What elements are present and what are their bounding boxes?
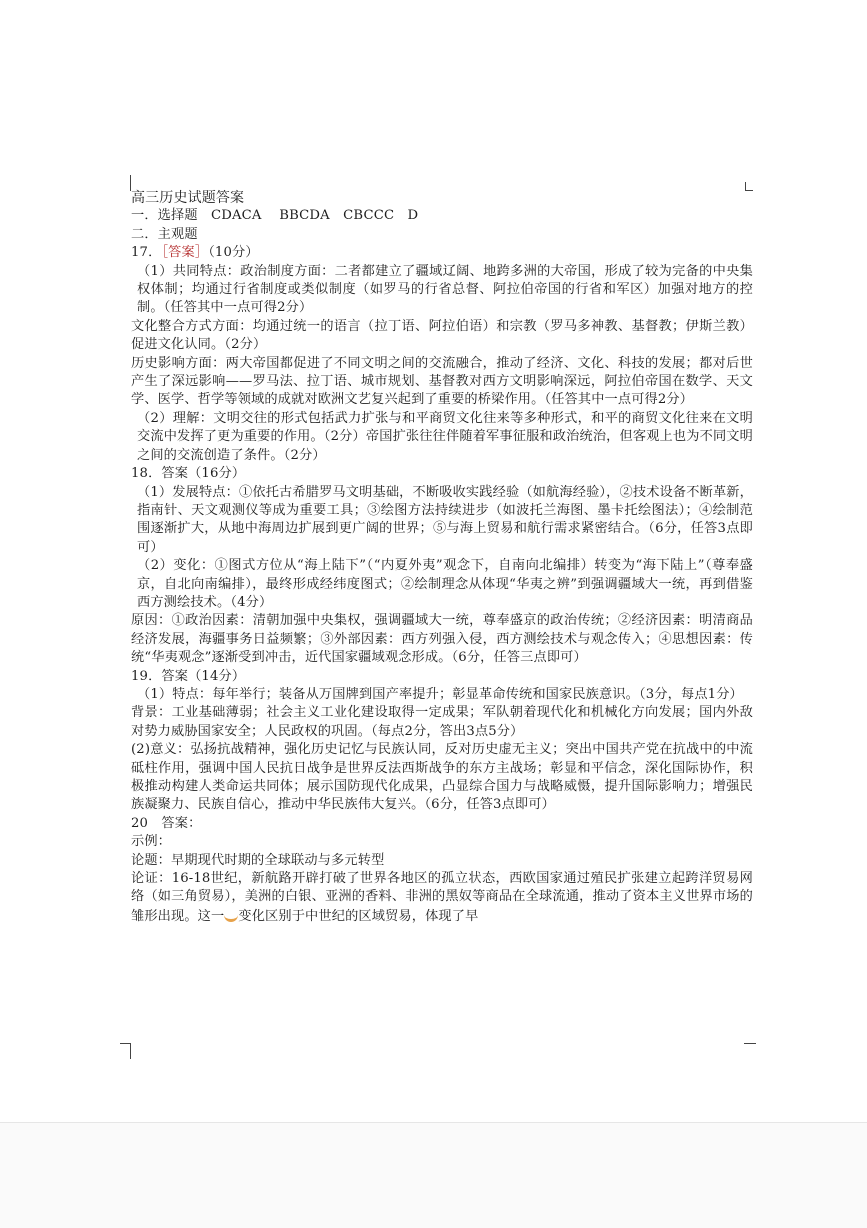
crop-mark-bottom-left-h xyxy=(120,1043,130,1044)
q17-heading xyxy=(131,244,753,262)
q18-reasons-paragraph: 原因：①政治因素：清朝加强中央集权，强调疆域大一统，尊奉盛京的政治传统；②经济因素：明清商品经济发展，海疆事务日益频繁；③外部因素：西方列强入侵，西方测绘技术与观念传入；④思想因素：传统“华夷观念”逐渐受到冲击，近代国家疆域观念形成。（6分，任答三点即可） xyxy=(131,613,753,666)
q19-part1-paragraph: （1）特点：每年举行；装备从万国牌到国产率提升；彰显革命传统和国家民族意识。（3分，每点1分） xyxy=(137,686,743,702)
section-subjective-heading: 二．主观题 xyxy=(131,226,198,242)
crop-mark-bottom-right xyxy=(744,1043,756,1044)
q18-part1-paragraph: （1）发展特点：①依托古希腊罗马文明基础，不断吸收实践经验（如航海经验），②技术设备不断革新，指南针、天文观测仪等成为重要工具；③绘图方法持续进步（如波托兰海图、墨卡托绘图法）；④绘制范围逐渐扩大，从地中海周边扩展到更广阔的世界；⑤与海上贸易和航行需求紧密结合。（6分，任答3点即可） xyxy=(137,484,753,555)
q20-thesis: 论题：早期现代时期的全球联动与多元转型 xyxy=(131,852,385,868)
q20-example-label: 示例： xyxy=(131,834,172,850)
q19-background-paragraph: 背景：工业基础薄弱；社会主义工业化建设取得一定成果；军队朝着现代化和机械化方向发展；国内外敌对势力威胁国家安全；人民政权的巩固。（每点2分，答出3点5分） xyxy=(131,705,753,739)
q17-part1-paragraph: （1）共同特点：政治制度方面：二者都建立了疆域辽阔、地跨多洲的大帝国，形成了较为完备的中央集权体制；均通过行省制度或类似制度（如罗马的行省总督、阿拉伯帝国的行省和军区）加强对地方的控制。（任答其中一点可得2分） xyxy=(137,263,753,316)
q18-part2-paragraph: （2）变化：①图式方位从“海上陆下”（“内夏外夷”观念下，自南向北编排）转变为“海下陆上”（尊奉盛京，自北向南编排），最终形成经纬度图式；②绘制理念从体现“华夷之辨”到强调疆域大一统，再到借鉴西方测绘技术。（4分） xyxy=(137,558,753,610)
q17-score: （10分） xyxy=(208,245,259,261)
q17-number: 17． xyxy=(131,245,162,261)
q17-culture-paragraph: 文化整合方式方面：均通过统一的语言（拉丁语、阿拉伯语）和宗教（罗马多神教、基督教；伊斯兰教）促进文化认同。（2分） xyxy=(131,318,753,353)
q19-part2-paragraph: (2)意义：弘扬抗战精神，强化历史记忆与民族认同，反对历史虚无主义；突出中国共产党在抗战中的中流砥柱作用，强调中国人民抗日战争是世界反法西斯战争的东方主战场；彰显和平信念，深化国际协作，积极推动构建人类命运共同体；展示国防现代化成果，凸显综合国力与战略威慑，提升国际影响力；增强民族凝聚力、民族自信心，推动中华民族伟大复兴。（6分，任答3点即可） xyxy=(131,742,753,813)
orange-stamp-mark xyxy=(224,907,238,922)
q17-answer-tag: ［答案］ xyxy=(161,245,209,261)
document-title: 高三历史试题答案 xyxy=(131,190,245,206)
q20-argument-paragraph xyxy=(131,870,753,926)
q18-heading: 18．答案（16分） xyxy=(131,466,246,482)
q20-argument-text-b: 变化区别于中世纪的区域贸易，体现了早 xyxy=(238,908,479,924)
q17-impact-paragraph: 历史影响方面：两大帝国都促进了不同文明之间的交流融合，推动了经济、文化、科技的发展；都对后世产生了深远影响——罗马法、拉丁语、城市规划、基督教对西方文明影响深远，阿拉伯帝国在数学、天文学、医学、哲学等领域的成就对欧洲文艺复兴起到了重要的桥梁作用。（任答其中一点可得2分） xyxy=(131,355,753,408)
answer-document xyxy=(131,189,753,926)
q20-argument-text-a: 论证：16-18世纪，新航路开辟打破了世界各地区的孤立状态，西欧国家通过殖民扩张建立起跨洋贸易网络（如三角贸易），美洲的白银、亚洲的香料、非洲的黑奴等商品在全球流通，推动了资本主义世界市场的雏形出现。这一 xyxy=(131,871,753,924)
scan-bottom-margin xyxy=(0,1122,867,1228)
q17-part2-paragraph: （2）理解：文明交往的形式包括武力扩张与和平商贸文化往来等多种形式，和平的商贸文化往来在文明交流中发挥了更为重要的作用。（2分）帝国扩张往往伴随着军事征服和政治统治，但客观上也为不同文明之间的交流创造了条件。（2分） xyxy=(137,410,753,463)
section-choice-answers: 一．选择题 CDACA BBCDA CBCCC D xyxy=(131,208,419,224)
q19-heading: 19．答案（14分） xyxy=(131,668,246,684)
crop-mark-bottom-left xyxy=(130,1043,131,1059)
q20-heading: 20 答案： xyxy=(131,815,202,831)
